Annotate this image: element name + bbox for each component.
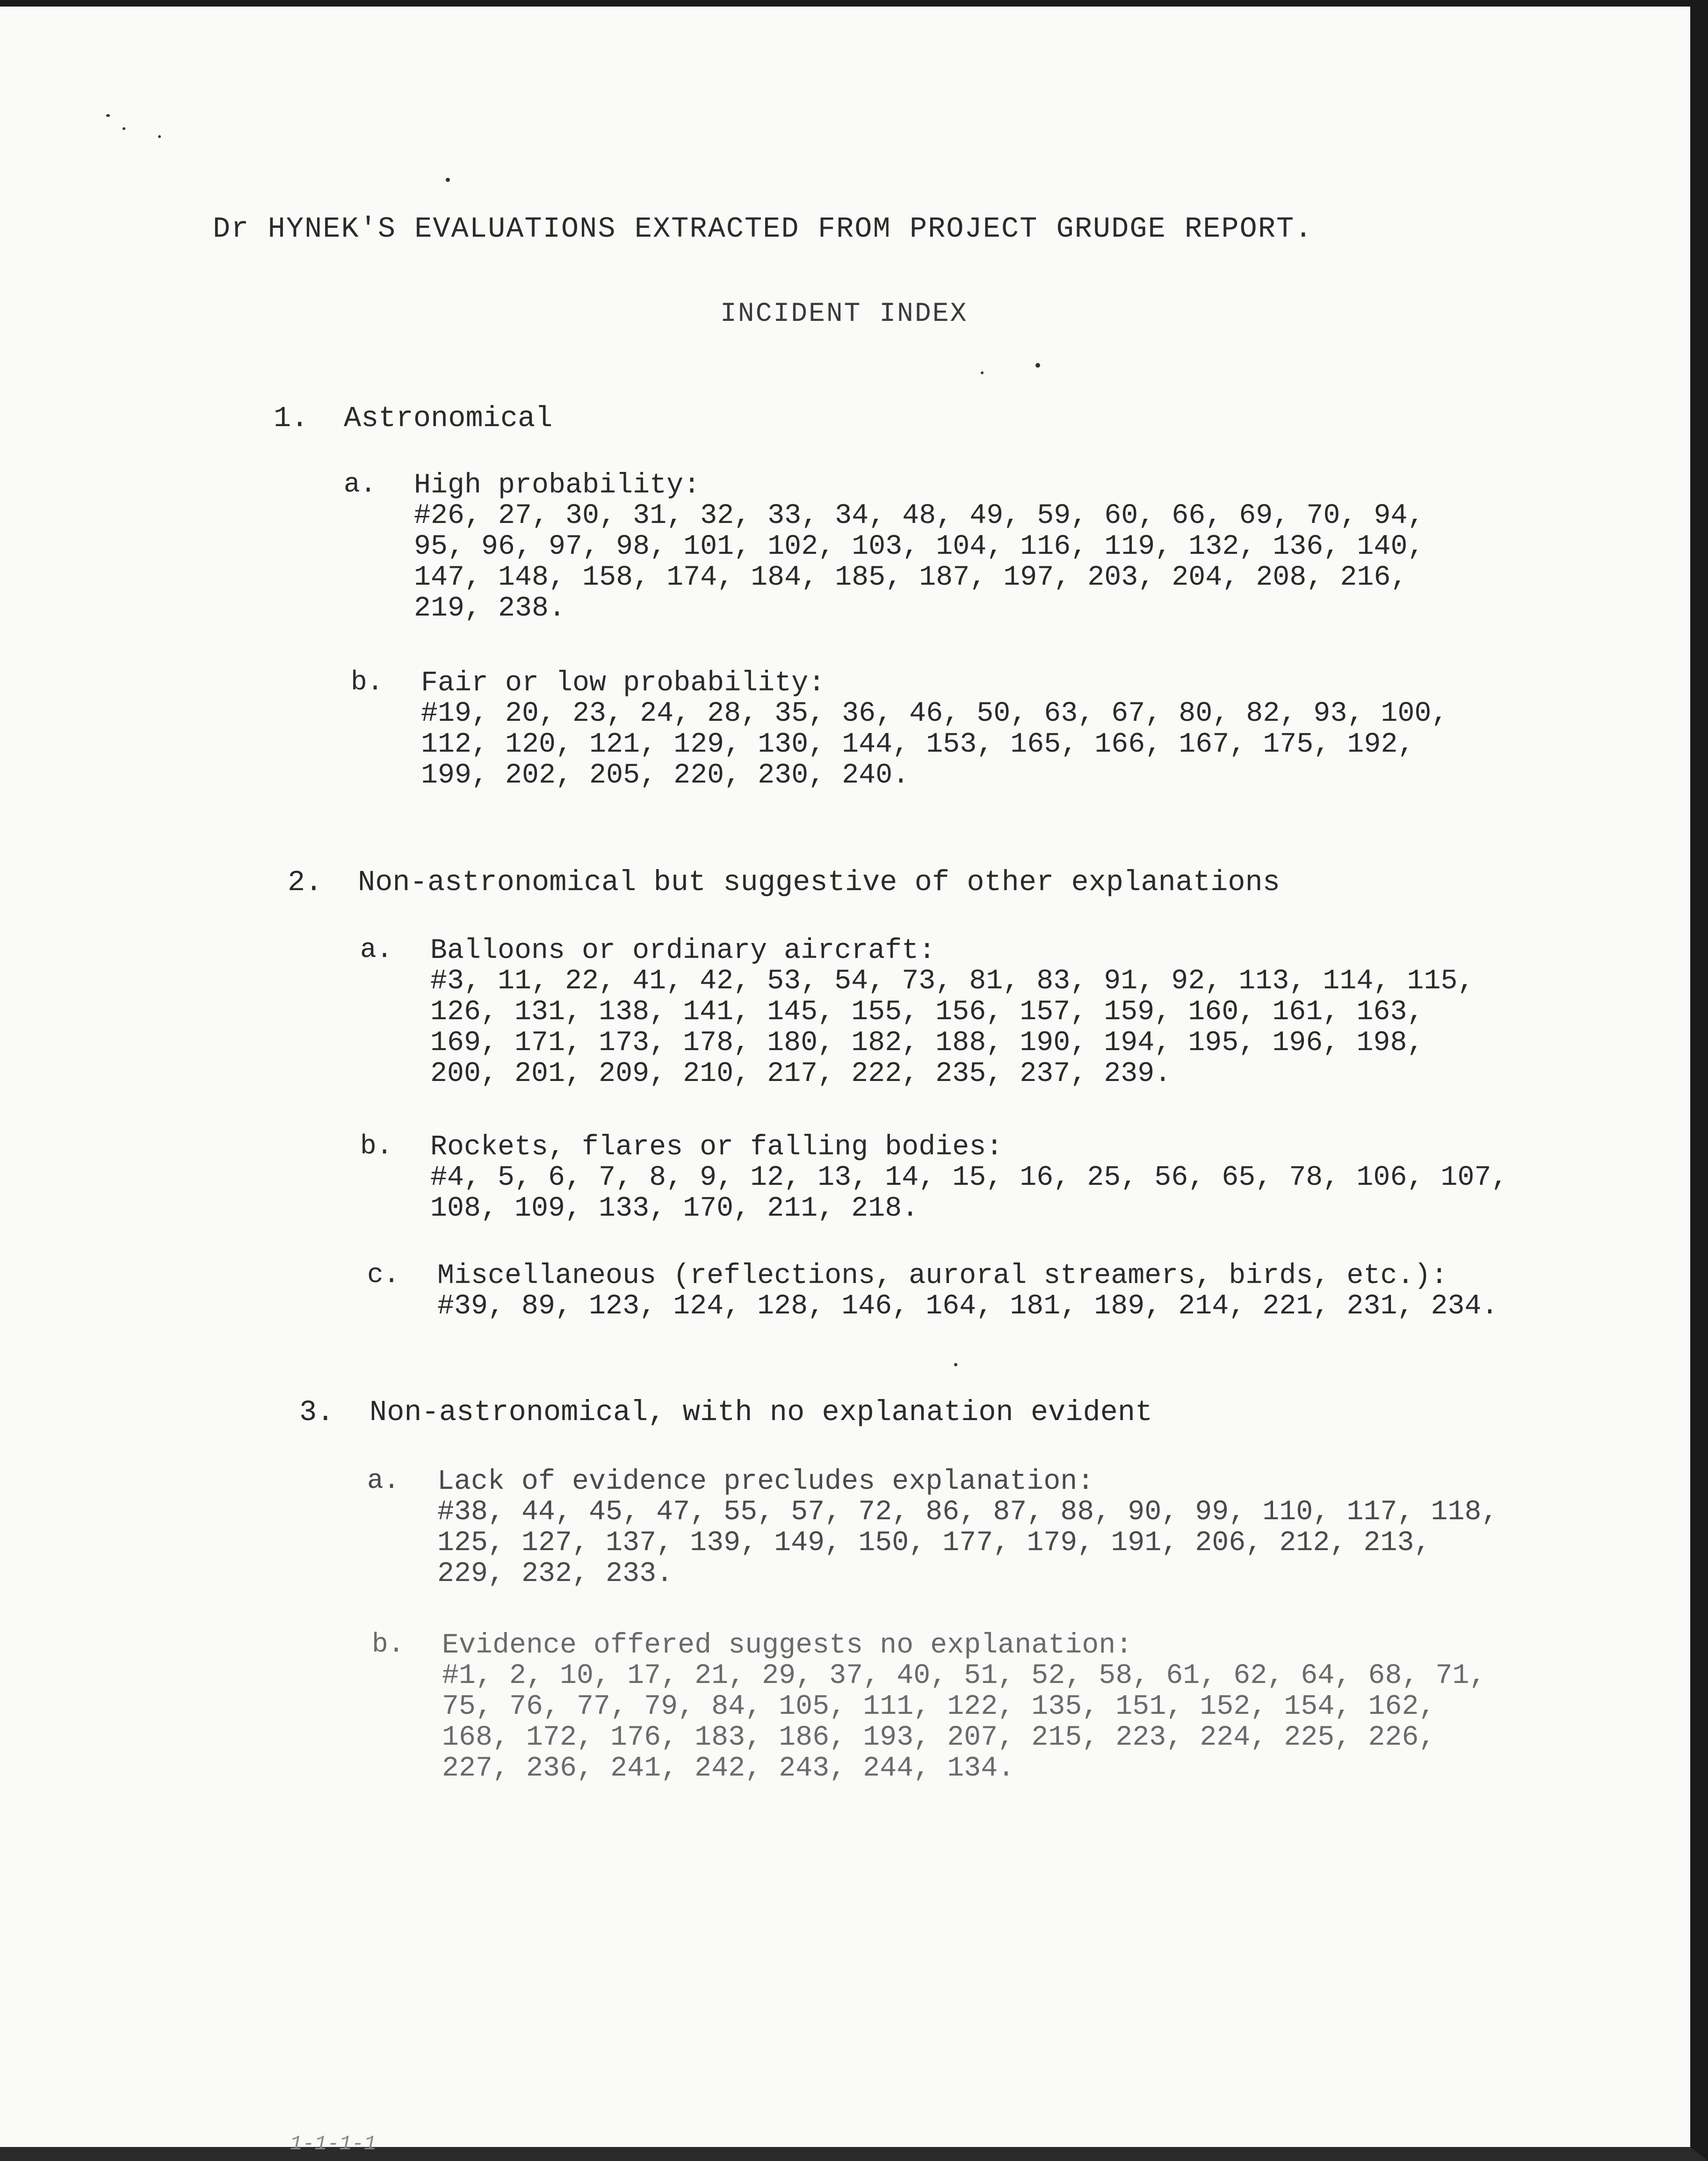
incident-line: 95, 96, 97, 98, 101, 102, 103, 104, 116, 119, 132, 136, 140, [414, 531, 1425, 563]
speck [981, 371, 984, 374]
subsection-letter: a. [360, 935, 393, 965]
incident-line: 200, 201, 209, 210, 217, 222, 235, 237, 239. [430, 1058, 1172, 1090]
bottom-margin-mark: 1-1-1-1 [290, 2132, 376, 2156]
incident-line: 108, 109, 133, 170, 211, 218. [430, 1193, 919, 1225]
incident-line: #4, 5, 6, 7, 8, 9, 12, 13, 14, 15, 16, 25, 56, 65, 78, 106, 107, [430, 1162, 1508, 1194]
subsection-label: High probability: [414, 470, 701, 501]
incident-line: #26, 27, 30, 31, 32, 33, 34, 48, 49, 59, 60, 66, 69, 70, 94, [414, 500, 1425, 532]
incident-line: #3, 11, 22, 41, 42, 53, 54, 73, 81, 83, 91, 92, 113, 114, 115, [430, 965, 1475, 997]
section-title: Astronomical [344, 402, 553, 435]
document-title: Dr HYNEK'S EVALUATIONS EXTRACTED FROM PROJECT GRUDGE REPORT. [213, 212, 1313, 246]
section-title: Non-astronomical, with no explanation evident [369, 1396, 1153, 1429]
subsection-letter: a. [367, 1466, 400, 1496]
subsection-letter: b. [360, 1131, 393, 1162]
incident-line: #38, 44, 45, 47, 55, 57, 72, 86, 87, 88, 90, 99, 110, 117, 118, [437, 1496, 1498, 1528]
incident-line: #1, 2, 10, 17, 21, 29, 37, 40, 51, 52, 58, 61, 62, 64, 68, 71, [442, 1660, 1486, 1692]
incident-list [421, 698, 1448, 791]
incident-list [430, 1162, 1508, 1224]
speck [158, 135, 161, 138]
speck [954, 1363, 957, 1366]
incident-list [437, 1291, 1498, 1322]
section-number: 3. [299, 1396, 334, 1429]
incident-line: 168, 172, 176, 183, 186, 193, 207, 215, 223, 224, 225, 226, [442, 1722, 1436, 1754]
speck [1035, 363, 1040, 368]
section-title: Non-astronomical but suggestive of other explanations [358, 866, 1280, 899]
incident-line: #39, 89, 123, 124, 128, 146, 164, 181, 189, 214, 221, 231, 234. [437, 1291, 1498, 1322]
section-number: 2. [288, 866, 323, 899]
subsection-letter: b. [372, 1630, 405, 1660]
subsection-label: Evidence offered suggests no explanation: [442, 1630, 1133, 1661]
section-3-heading [299, 1396, 1152, 1429]
incident-line: 229, 232, 233. [437, 1558, 673, 1590]
section-number: 1. [274, 402, 309, 435]
subsection-label: Miscellaneous (reflections, auroral streamers, birds, etc.): [437, 1260, 1448, 1292]
subsection-label: Fair or low probability: [421, 667, 825, 699]
subsection-letter: c. [367, 1260, 400, 1291]
subsection-letter: b. [351, 667, 384, 698]
document-subtitle: INCIDENT INDEX [720, 299, 968, 329]
speck [446, 178, 450, 182]
incident-line: 125, 127, 137, 139, 149, 150, 177, 179, 191, 206, 212, 213, [437, 1527, 1431, 1559]
incident-line: 199, 202, 205, 220, 230, 240. [421, 760, 910, 791]
incident-list [430, 966, 1474, 1089]
incident-line: #19, 20, 23, 24, 28, 35, 36, 46, 50, 63, 67, 80, 82, 93, 100, [421, 698, 1448, 730]
section-1-heading [274, 402, 552, 435]
subsection-label: Lack of evidence precludes explanation: [437, 1466, 1094, 1498]
incident-line: 169, 171, 173, 178, 180, 182, 188, 190, 194, 195, 196, 198, [430, 1027, 1424, 1059]
incident-line: 227, 236, 241, 242, 243, 244, 134. [442, 1753, 1015, 1784]
incident-line: 219, 238. [414, 593, 566, 624]
subsection-label: Balloons or ordinary aircraft: [430, 935, 936, 967]
incident-list [414, 500, 1424, 624]
incident-list [437, 1497, 1498, 1589]
subsection-letter: a. [344, 470, 376, 500]
incident-line: 112, 120, 121, 129, 130, 144, 153, 165, 166, 167, 175, 192, [421, 729, 1415, 761]
document-page [0, 7, 1690, 2156]
subsection-label: Rockets, flares or falling bodies: [430, 1131, 1003, 1163]
incident-line: 126, 131, 138, 141, 145, 155, 156, 157, 159, 160, 161, 163, [430, 996, 1424, 1028]
incident-list [442, 1661, 1486, 1784]
speck [106, 114, 110, 117]
incident-line: 75, 76, 77, 79, 84, 105, 111, 122, 135, 151, 152, 154, 162, [442, 1691, 1436, 1723]
incident-line: 147, 148, 158, 174, 184, 185, 187, 197, 203, 204, 208, 216, [414, 562, 1408, 594]
section-2-heading [288, 866, 1280, 899]
speck [123, 127, 125, 130]
